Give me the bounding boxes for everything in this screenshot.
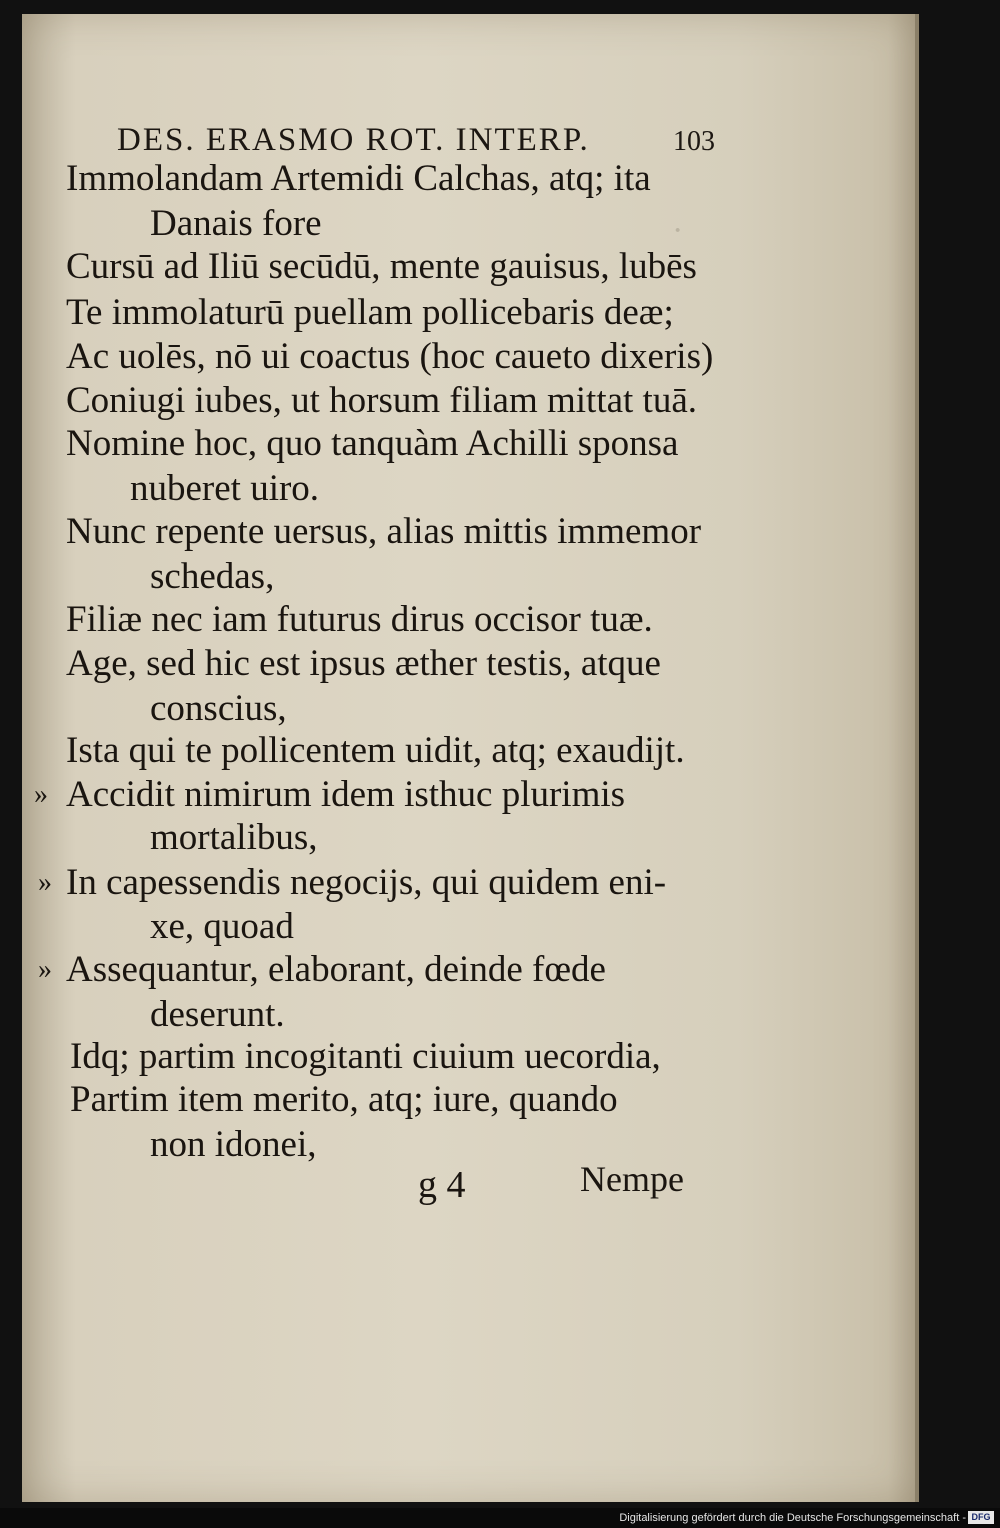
bleed-through-text: · (672, 212, 684, 249)
text-line: conscius, (150, 688, 287, 729)
text-line: Ista qui te pollicentem uidit, atq; exaudijt. (66, 730, 685, 771)
text-line: non idonei, (150, 1124, 317, 1165)
marginal-quote-mark: » (38, 867, 52, 898)
text-line: Ac uolēs, nō ui coactus (hoc caueto dixeris) (66, 336, 714, 377)
text-line: Te immolaturū puellam pollicebaris deæ; (66, 292, 674, 333)
text-line: Assequantur, elaborant, deinde fœde (66, 949, 606, 990)
text-line: Nunc repente uersus, alias mittis immemor (66, 511, 702, 552)
signature-mark: g 4 (418, 1164, 466, 1206)
text-line: Filiæ nec iam futurus dirus occisor tuæ. (66, 599, 653, 640)
digitization-credit: Digitalisierung gefördert durch die Deutsche Forschungsgemeinschaft - (619, 1512, 966, 1524)
text-line: Coniugi iubes, ut horsum filiam mittat tuā. (66, 380, 698, 421)
text-line: xe, quoad (150, 906, 294, 947)
text-line: Age, sed hic est ipsus æther testis, atque (66, 643, 661, 684)
text-line: schedas, (150, 556, 275, 597)
text-line: Nomine hoc, quo tanquàm Achilli sponsa (66, 423, 679, 464)
text-line: nuberet uiro. (130, 468, 320, 509)
text-line: Accidit nimirum idem isthuc plurimis (66, 774, 626, 815)
running-title: DES. ERASMO ROT. INTERP. (117, 122, 590, 158)
dfg-logo: DFG (968, 1511, 994, 1524)
text-line: mortalibus, (150, 817, 318, 858)
marginal-quote-mark: » (38, 954, 52, 985)
text-line: deserunt. (150, 994, 285, 1035)
text-line: Immolandam Artemidi Calchas, atq; ita (66, 158, 651, 199)
marginal-quote-mark: » (34, 779, 48, 810)
text-line: In capessendis negocijs, qui quidem eni- (66, 862, 667, 903)
text-line: Partim item merito, atq; iure, quando (70, 1079, 618, 1120)
text-line: Danais fore (150, 203, 322, 244)
text-line: Idq; partim incogitanti ciuium uecordia, (70, 1036, 661, 1077)
catchword: Nempe (580, 1159, 684, 1199)
folio-number: 103 (673, 126, 715, 157)
text-line: Cursū ad Iliū secūdū, mente gauisus, lubēs (66, 246, 697, 287)
